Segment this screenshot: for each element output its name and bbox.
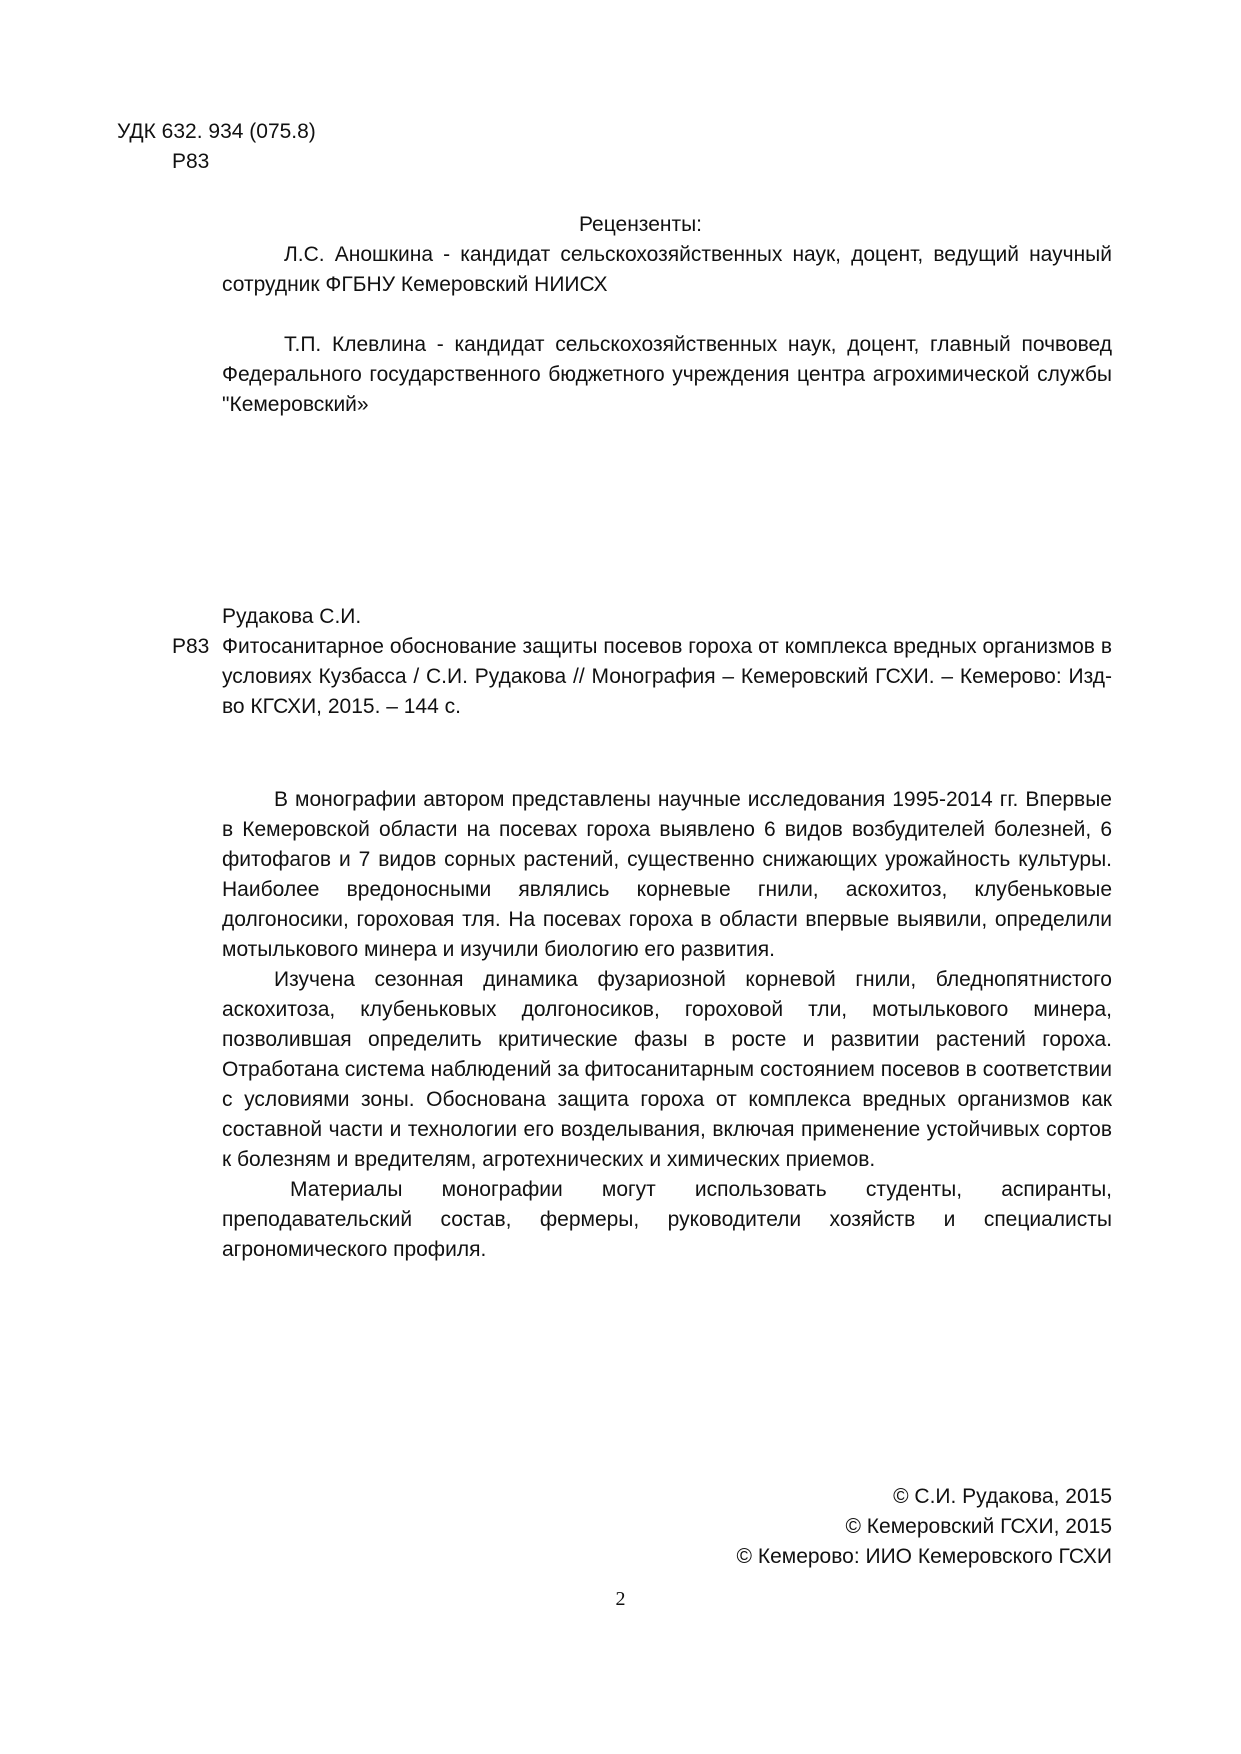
copyright-line: © С.И. Рудакова, 2015 — [893, 1485, 1112, 1508]
copyright-block — [737, 1482, 1112, 1572]
abstract-paragraph: Изучена сезонная динамика фузариозной корневой гнили, бледнопятнистого аскохитоза, клубеньковых долгоносиков, гороховой тли, мотылькового минера, позволившая определить критические фазы в росте и развитии растений гороха. Отработана система наблюдений за фитосанитарным состоянием посевов в соответствии с условиями зоны. Обоснована защита гороха от комплекса вредных организмов как составной части и технологии его возделывания, включая применение устойчивых сортов к болезням и вредителям, агротехнических и химических приемов. — [222, 968, 1112, 1171]
page-number: 2 — [615, 1588, 626, 1610]
copyright-line: © Кемеровский ГСХИ, 2015 — [845, 1515, 1112, 1538]
udk-index: УДК 632. 934 (075.8) — [117, 120, 316, 143]
reviewer-1: Л.С. Аношкина - кандидат сельскохозяйственных наук, доцент, ведущий научный сотрудник ФГБНУ Кемеровский НИИСХ — [222, 243, 1112, 296]
author-sign-code: Р83 — [172, 150, 210, 173]
abstract — [222, 785, 1112, 1265]
abstract-paragraph: Материалы монографии могут использовать студенты, аспиранты, преподавательский состав, фермеры, руководители хозяйств и специалисты агрономического профиля. — [222, 1178, 1112, 1261]
bibliography-author: Рудакова С.И. — [222, 605, 362, 628]
bibliography-code: Р83 — [172, 635, 210, 658]
bibliography-entry: Фитосанитарное обоснование защиты посевов гороха от комплекса вредных организмов в условиях Кузбасса / С.И. Рудакова // Монография – Кемеровский ГСХИ. – Кемерово: Изд-во КГСХИ, 2015. – 144 с. — [222, 635, 1112, 718]
copyright-line: © Кемерово: ИИО Кемеровского ГСХИ — [736, 1545, 1112, 1568]
reviewers-heading: Рецензенты: — [578, 213, 703, 236]
abstract-paragraph: В монографии автором представлены научные исследования 1995-2014 гг. Впервые в Кемеровской области на посевах гороха выявлено 6 видов возбудителей болезней, 6 фитофагов и 7 видов сорных растений, существенно снижающих урожайность культуры. Наиболее вредоносными являлись корневые гнили, аскохитоз, клубеньковые долгоносики, гороховая тля. На посевах гороха в области впервые выявили, определили мотылькового минера и изучили биологию его развития. — [222, 788, 1112, 961]
reviewer-2: Т.П. Клевлина - кандидат сельскохозяйственных наук, доцент, главный почвовед Федерального государственного бюджетного учреждения центра агрохимической службы "Кемеровский» — [222, 333, 1112, 416]
